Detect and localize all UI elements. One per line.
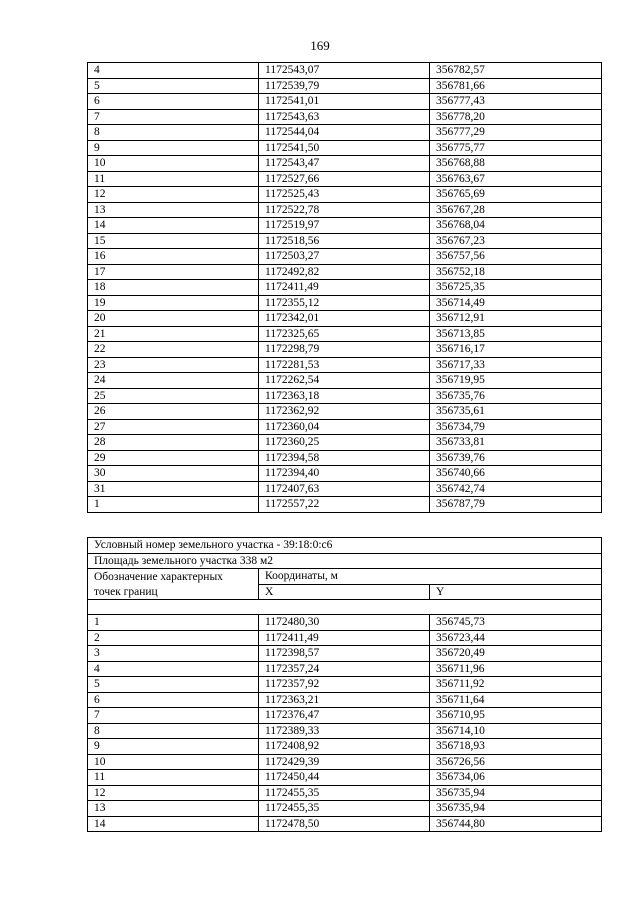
y-coordinate: 356745,73	[430, 615, 602, 631]
y-coordinate: 356775,77	[430, 140, 602, 156]
point-number: 2	[88, 630, 259, 646]
y-coordinate: 356768,88	[430, 156, 602, 172]
x-coordinate: 1172376,47	[259, 708, 430, 724]
y-coordinate: 356752,18	[430, 264, 602, 280]
x-coordinate: 1172522,78	[259, 202, 430, 218]
point-designation-header: Обозначение характерных	[88, 569, 259, 585]
table-row	[88, 264, 602, 280]
point-number: 13	[88, 801, 259, 817]
point-number: 6	[88, 94, 259, 110]
x-header: X	[259, 584, 430, 600]
x-coordinate: 1172518,56	[259, 233, 430, 249]
blank-cell	[88, 600, 602, 615]
point-number: 30	[88, 466, 259, 482]
point-number: 12	[88, 187, 259, 203]
x-coordinate: 1172394,58	[259, 450, 430, 466]
x-coordinate: 1172360,04	[259, 419, 430, 435]
x-coordinate: 1172363,21	[259, 692, 430, 708]
point-number: 17	[88, 264, 259, 280]
y-coordinate: 356763,67	[430, 171, 602, 187]
header-row-1	[88, 569, 602, 585]
x-coordinate: 1172325,65	[259, 326, 430, 342]
y-coordinate: 356719,95	[430, 373, 602, 389]
x-coordinate: 1172363,18	[259, 388, 430, 404]
point-number: 27	[88, 419, 259, 435]
x-coordinate: 1172541,50	[259, 140, 430, 156]
x-coordinate: 1172394,40	[259, 466, 430, 482]
point-number: 4	[88, 661, 259, 677]
table-row	[88, 466, 602, 482]
x-coordinate: 1172357,92	[259, 677, 430, 693]
point-number: 29	[88, 450, 259, 466]
point-number: 3	[88, 646, 259, 662]
x-coordinate: 1172519,97	[259, 218, 430, 234]
point-number: 7	[88, 109, 259, 125]
y-coordinate: 356768,04	[430, 218, 602, 234]
table-row	[88, 661, 602, 677]
y-coordinate: 356777,29	[430, 125, 602, 141]
y-coordinate: 356717,33	[430, 357, 602, 373]
point-number: 10	[88, 754, 259, 770]
y-coordinate: 356778,20	[430, 109, 602, 125]
x-coordinate: 1172408,92	[259, 739, 430, 755]
y-coordinate: 356757,56	[430, 249, 602, 265]
y-coordinate: 356733,81	[430, 435, 602, 451]
point-number: 22	[88, 342, 259, 358]
point-number: 19	[88, 295, 259, 311]
y-coordinate: 356777,43	[430, 94, 602, 110]
table-row	[88, 202, 602, 218]
coordinates-header: Координаты, м	[259, 569, 602, 585]
table-row	[88, 357, 602, 373]
point-number: 28	[88, 435, 259, 451]
y-coordinate: 356711,96	[430, 661, 602, 677]
table-row	[88, 646, 602, 662]
point-number: 6	[88, 692, 259, 708]
x-coordinate: 1172362,92	[259, 404, 430, 420]
y-coordinate: 356742,74	[430, 481, 602, 497]
x-coordinate: 1172455,35	[259, 801, 430, 817]
y-coordinate: 356735,76	[430, 388, 602, 404]
x-coordinate: 1172541,01	[259, 94, 430, 110]
x-coordinate: 1172543,07	[259, 63, 430, 79]
y-coordinate: 356711,64	[430, 692, 602, 708]
table-row	[88, 125, 602, 141]
coordinates-table-continued	[87, 62, 602, 513]
point-number: 11	[88, 171, 259, 187]
table-row	[88, 156, 602, 172]
y-coordinate: 356787,79	[430, 497, 602, 513]
point-number: 8	[88, 723, 259, 739]
y-coordinate: 356735,94	[430, 801, 602, 817]
table-row	[88, 801, 602, 817]
point-number: 23	[88, 357, 259, 373]
table-row	[88, 435, 602, 451]
x-coordinate: 1172539,79	[259, 78, 430, 94]
table-row	[88, 94, 602, 110]
table-row	[88, 388, 602, 404]
y-coordinate: 356739,76	[430, 450, 602, 466]
point-number: 4	[88, 63, 259, 79]
table-row	[88, 630, 602, 646]
x-coordinate: 1172411,49	[259, 630, 430, 646]
table-row	[88, 770, 602, 786]
point-number: 1	[88, 615, 259, 631]
plot-area: Площадь земельного участка 338 м2	[88, 553, 602, 569]
x-coordinate: 1172492,82	[259, 264, 430, 280]
x-coordinate: 1172478,50	[259, 816, 430, 832]
y-coordinate: 356726,56	[430, 754, 602, 770]
page-number: 169	[310, 38, 330, 53]
x-coordinate: 1172355,12	[259, 295, 430, 311]
point-number: 16	[88, 249, 259, 265]
point-number: 24	[88, 373, 259, 389]
table-row	[88, 342, 602, 358]
point-number: 26	[88, 404, 259, 420]
y-coordinate: 356782,57	[430, 63, 602, 79]
table-row	[88, 754, 602, 770]
table-row	[88, 140, 602, 156]
x-coordinate: 1172411,49	[259, 280, 430, 296]
x-coordinate: 1172360,25	[259, 435, 430, 451]
y-coordinate: 356734,06	[430, 770, 602, 786]
x-coordinate: 1172480,30	[259, 615, 430, 631]
y-coordinate: 356725,35	[430, 280, 602, 296]
point-number: 5	[88, 78, 259, 94]
y-coordinate: 356781,66	[430, 78, 602, 94]
land-plot-coordinates-table	[87, 537, 602, 832]
point-number: 18	[88, 280, 259, 296]
y-coordinate: 356714,49	[430, 295, 602, 311]
table-row	[88, 373, 602, 389]
x-coordinate: 1172298,79	[259, 342, 430, 358]
y-coordinate: 356713,85	[430, 326, 602, 342]
point-number: 31	[88, 481, 259, 497]
point-number: 9	[88, 140, 259, 156]
table-row	[88, 497, 602, 513]
y-coordinate: 356735,94	[430, 785, 602, 801]
x-coordinate: 1172398,57	[259, 646, 430, 662]
point-number: 7	[88, 708, 259, 724]
plot-number-row	[88, 538, 602, 554]
table-row	[88, 615, 602, 631]
x-coordinate: 1172543,63	[259, 109, 430, 125]
point-number: 21	[88, 326, 259, 342]
table-row	[88, 404, 602, 420]
point-number: 8	[88, 125, 259, 141]
table-row	[88, 280, 602, 296]
table-row	[88, 171, 602, 187]
x-coordinate: 1172450,44	[259, 770, 430, 786]
point-number: 14	[88, 816, 259, 832]
table-row	[88, 677, 602, 693]
header-row-2	[88, 584, 602, 600]
table-row	[88, 311, 602, 327]
point-number: 1	[88, 497, 259, 513]
y-coordinate: 356767,28	[430, 202, 602, 218]
y-coordinate: 356767,23	[430, 233, 602, 249]
y-coordinate: 356718,93	[430, 739, 602, 755]
x-coordinate: 1172543,47	[259, 156, 430, 172]
x-coordinate: 1172262,54	[259, 373, 430, 389]
x-coordinate: 1172544,04	[259, 125, 430, 141]
x-coordinate: 1172557,22	[259, 497, 430, 513]
table-row	[88, 419, 602, 435]
point-number: 15	[88, 233, 259, 249]
point-number: 14	[88, 218, 259, 234]
y-coordinate: 356720,49	[430, 646, 602, 662]
x-coordinate: 1172281,53	[259, 357, 430, 373]
point-number: 9	[88, 739, 259, 755]
table-row	[88, 233, 602, 249]
point-number: 11	[88, 770, 259, 786]
y-header: Y	[430, 584, 602, 600]
x-coordinate: 1172389,33	[259, 723, 430, 739]
table-row	[88, 249, 602, 265]
point-number: 13	[88, 202, 259, 218]
point-number: 12	[88, 785, 259, 801]
x-coordinate: 1172357,24	[259, 661, 430, 677]
plot-number: Условный номер земельного участка - 39:18:0:с6	[88, 538, 602, 554]
y-coordinate: 356710,95	[430, 708, 602, 724]
x-coordinate: 1172429,39	[259, 754, 430, 770]
y-coordinate: 356714,10	[430, 723, 602, 739]
x-coordinate: 1172527,66	[259, 171, 430, 187]
y-coordinate: 356765,69	[430, 187, 602, 203]
table-row	[88, 78, 602, 94]
point-designation-header-cont: точек границ	[88, 584, 259, 600]
table-row	[88, 481, 602, 497]
x-coordinate: 1172455,35	[259, 785, 430, 801]
point-number: 20	[88, 311, 259, 327]
x-coordinate: 1172503,27	[259, 249, 430, 265]
table-row	[88, 708, 602, 724]
y-coordinate: 356716,17	[430, 342, 602, 358]
x-coordinate: 1172342,01	[259, 311, 430, 327]
plot-area-row	[88, 553, 602, 569]
table-row	[88, 187, 602, 203]
y-coordinate: 356735,61	[430, 404, 602, 420]
point-number: 10	[88, 156, 259, 172]
table-row	[88, 295, 602, 311]
y-coordinate: 356723,44	[430, 630, 602, 646]
table-row	[88, 785, 602, 801]
y-coordinate: 356711,92	[430, 677, 602, 693]
table-row	[88, 723, 602, 739]
point-number: 5	[88, 677, 259, 693]
y-coordinate: 356734,79	[430, 419, 602, 435]
y-coordinate: 356712,91	[430, 311, 602, 327]
table-row	[88, 816, 602, 832]
table-row	[88, 692, 602, 708]
point-number: 25	[88, 388, 259, 404]
table-row	[88, 326, 602, 342]
x-coordinate: 1172407,63	[259, 481, 430, 497]
x-coordinate: 1172525,43	[259, 187, 430, 203]
table-row	[88, 109, 602, 125]
table-row	[88, 218, 602, 234]
table-row	[88, 739, 602, 755]
y-coordinate: 356740,66	[430, 466, 602, 482]
blank-separator-row	[88, 600, 602, 615]
table-row	[88, 63, 602, 79]
table-row	[88, 450, 602, 466]
y-coordinate: 356744,80	[430, 816, 602, 832]
